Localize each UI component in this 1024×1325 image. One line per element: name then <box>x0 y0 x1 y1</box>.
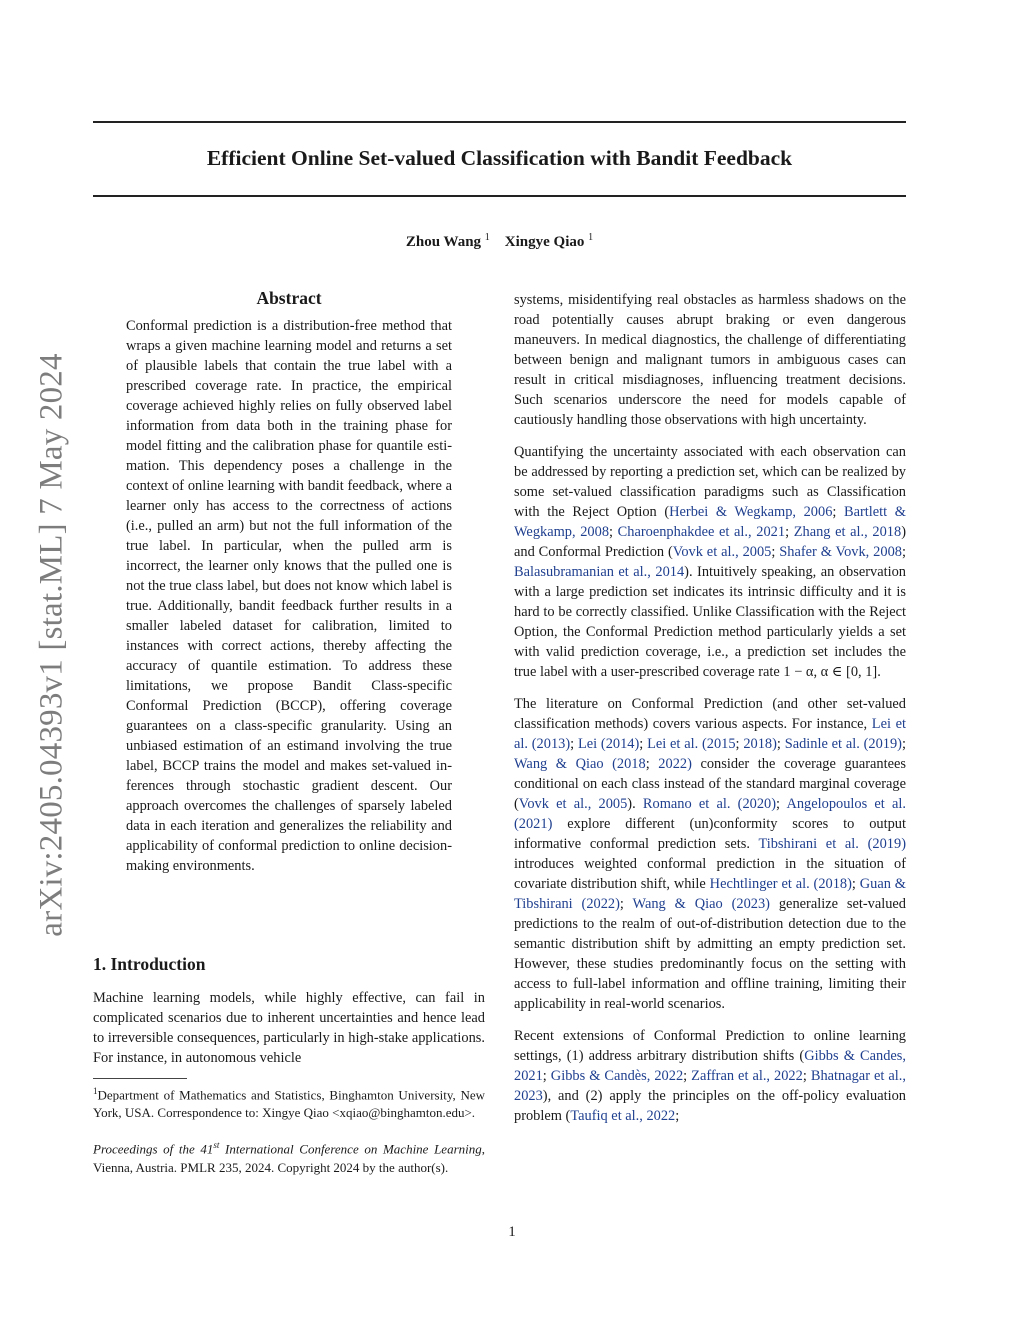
paragraph-uncertainty: Quantifying the uncertainty associated with each observation can be addressed by reporting a prediction set, which can be realized by some set-valued classification paradigms such as Classification with the Reject Option (Herbei & Wegkamp, 2006; Bartlett & Wegkamp, 2008; Charoenphakdee et al., 2021; Zhang et al., 2018) and Conformal Prediction (Vovk et al., 2005; Shafer & Vovk, 2008; Balasubramanian et al., 2014). Intuitively speaking, an observation with a large prediction set indicates its intrinsic difficulty and it is hard to be correctly classified. Unlike Classification with the Reject Option, the Conformal Prediction method particularly yields a set with valid prediction coverage, i.e., a prediction set includes the true label with a user-prescribed coverage rate 1 − α, α ∈ [0, 1]. <box>514 444 906 680</box>
affiliation-footnote <box>93 1082 485 1122</box>
citation-link[interactable]: Wang & Qiao (2018 <box>514 756 646 772</box>
citation-link[interactable]: Hechtlinger et al. (2018) <box>709 876 852 892</box>
citation-link[interactable]: Lei (2014) <box>577 736 640 752</box>
citation-link[interactable]: Zhang et al., 2018 <box>793 524 902 540</box>
citation-link[interactable]: Herbei & Wegkamp, 2006 <box>669 504 833 520</box>
proceedings-ordinal: st <box>213 1140 220 1151</box>
page-number: 1 <box>508 1224 516 1240</box>
citation-link[interactable]: Taufiq et al., 2022 <box>570 1108 676 1124</box>
citation-link[interactable]: Angelopoulos et al. (2021) <box>514 796 906 832</box>
top-rule <box>93 121 906 123</box>
introduction-paragraph: Machine learning models, while highly effective, can fail in complicated scenarios due to inherent uncertainties and hence lead to irreversible consequences, particularly in high-stake applications. For instance, in autonomous vehicle <box>93 990 485 1066</box>
citation-link[interactable]: Guan & Tibshirani (2022) <box>514 876 906 912</box>
author-name: Xingye Qiao <box>504 234 585 250</box>
introduction-section <box>93 954 485 1080</box>
right-column <box>514 290 906 1138</box>
citation-link[interactable]: Wang & Qiao (2023) <box>632 896 770 912</box>
citation-link[interactable]: Balasubramanian et al., 2014 <box>514 564 685 580</box>
author-name: Zhou Wang <box>405 234 482 250</box>
footnote-mark: 1 <box>93 1086 98 1096</box>
footnote-rule <box>93 1078 187 1079</box>
author-list <box>93 232 906 251</box>
paragraph-literature: The literature on Conformal Prediction (and other set-valued classification methods) covers various aspects. For instance, Lei et al. (2013); Lei (2014); Lei et al. (2015; 2018); Sadinle et al. (2019); Wang & Qiao (2018; 2022) consider the coverage guarantees conditional on each class instead of the standard marginal coverage (Vovk et al., 2005). Romano et al. (2020); Angelopoulos et al. (2021) explore different (un)conformity scores to output informative conformal prediction sets. Tibshirani et al. (2019) introduces weighted conformal prediction in the situation of covariate distribution shift, while Hechtlinger et al. (2018); Guan & Tibshirani (2022); Wang & Qiao (2023) generalize set-valued predictions to the realm of out-of-distribution detection due to the semantic distribution shift by admitting an empty prediction set. However, these studies predominantly focus on the setting with access to full-label information and offline training, limiting their applicability in real-world scenarios. <box>514 696 907 1012</box>
citation-link[interactable]: Romano et al. (2020) <box>642 796 777 812</box>
citation-link[interactable]: Bartlett & Wegkamp, 2008 <box>514 504 906 540</box>
citation-link[interactable]: 2022) <box>658 756 692 772</box>
paragraph-online-extensions: Recent extensions of Conformal Prediction to online learning settings, (1) address arbitrary distribution shifts (Gibbs & Candes, 2021; Gibbs & Candès, 2022; Zaffran et al., 2022; Bhatnagar et al., 2023), and (2) apply the principles on the off-policy evaluation problem (Taufiq et al., 2022; <box>514 1028 907 1124</box>
citation-link[interactable]: Zaffran et al., 2022 <box>691 1068 803 1084</box>
paper-title: Efficient Online Set-valued Classification with Bandit Feedback <box>206 146 793 170</box>
title-bottom-rule <box>93 195 906 197</box>
author-affiliation-mark: 1 <box>588 232 594 243</box>
proceedings-footnote <box>93 1136 485 1176</box>
proceedings-number: 41 <box>200 1141 214 1157</box>
citation-link[interactable]: Sadinle et al. (2019) <box>784 736 902 752</box>
citation-link[interactable]: Lei et al. (2013) <box>514 716 906 752</box>
author-affiliation-mark: 1 <box>484 232 490 243</box>
arxiv-side-label: arXiv:2405.04393v1 [stat.ML] 7 May 2024 <box>33 353 70 937</box>
citation-link[interactable]: Tibshirani et al. (2019) <box>758 836 906 852</box>
citation-link[interactable]: Shafer & Vovk, 2008 <box>779 544 902 560</box>
introduction-heading: 1. Introduction <box>93 954 206 974</box>
citation-link[interactable]: Vovk et al., 2005 <box>518 796 628 812</box>
abstract-section <box>126 288 452 888</box>
proceedings-conference: International Conference on Machine Learning <box>219 1141 482 1157</box>
footnotes <box>93 1082 485 1191</box>
citation-link[interactable]: Gibbs & Candès, 2022 <box>550 1068 684 1084</box>
citation-link[interactable]: Vovk et al., 2005 <box>672 544 772 560</box>
citation-link[interactable]: Lei et al. (2015 <box>647 736 736 752</box>
proceedings-italic: Proceedings of the <box>93 1141 201 1157</box>
citation-link[interactable]: Gibbs & Candes, 2021 <box>514 1048 907 1084</box>
citation-link[interactable]: 2018) <box>743 736 777 752</box>
affiliation-text: Department of Mathematics and Statistics, Binghamton University, New York, USA. Correspondence to: Xingye Qiao <xqiao@binghamton.edu>. <box>93 1087 485 1121</box>
citation-link[interactable]: Charoenphakdee et al., 2021 <box>617 524 786 540</box>
paragraph-motivation: systems, misidentifying real obstacles as harmless shadows on the road potentially causes abrupt braking or even dangerous maneuvers. In medical diagnostics, the challenge of differentiating between benign and malignant tumors in ambiguous cases can result in critical misdiagnoses, influencing treatment decisions. Such scenarios underscore the need for models capable of cautiously handling those observations with high uncertainty. <box>514 292 906 428</box>
proceedings-details: , Vienna, Austria. PMLR 235, 2024. Copyright 2024 by the author(s). <box>93 1141 485 1175</box>
citation-link[interactable]: Bhatnagar et al., 2023 <box>514 1068 906 1104</box>
abstract-heading: Abstract <box>256 288 322 308</box>
abstract-text: Conformal prediction is a distribution-free method that wraps a given machine learning model and returns a set of plausible labels that contain the true label with a prescribed coverage rate. In practice, the empirical coverage achieved highly relies on fully observed label information from data both in the training phase for model fitting and the calibration phase for quantile estimation. This dependency poses a challenge in the context of online learning with bandit feedback, where a learner only has access to the correctness of actions (i.e., pulled an arm) but not the full information of the true label. In particular, when the pulled arm is incorrect, the learner only knows that the pulled one is not the true class label, but does not know which label is true. Additionally, bandit feedback further results in a smaller labeled dataset for calibration, limited to instances with correct actions, thereby affecting the accuracy of quantile estimation. To address these limitations, we propose Bandit Class-specific Conformal Prediction (BCCP), offering coverage guarantees on a class-specific granularity. Using an unbiased estimation of an estimand involving the true label, BCCP trains the model and makes set-valued inferences through stochastic gradient descent. Our approach overcomes the challenges of sparsely labeled data in each iteration and generalizes the reliability and applicability of conformal prediction to online decision-making environments. <box>126 318 452 874</box>
